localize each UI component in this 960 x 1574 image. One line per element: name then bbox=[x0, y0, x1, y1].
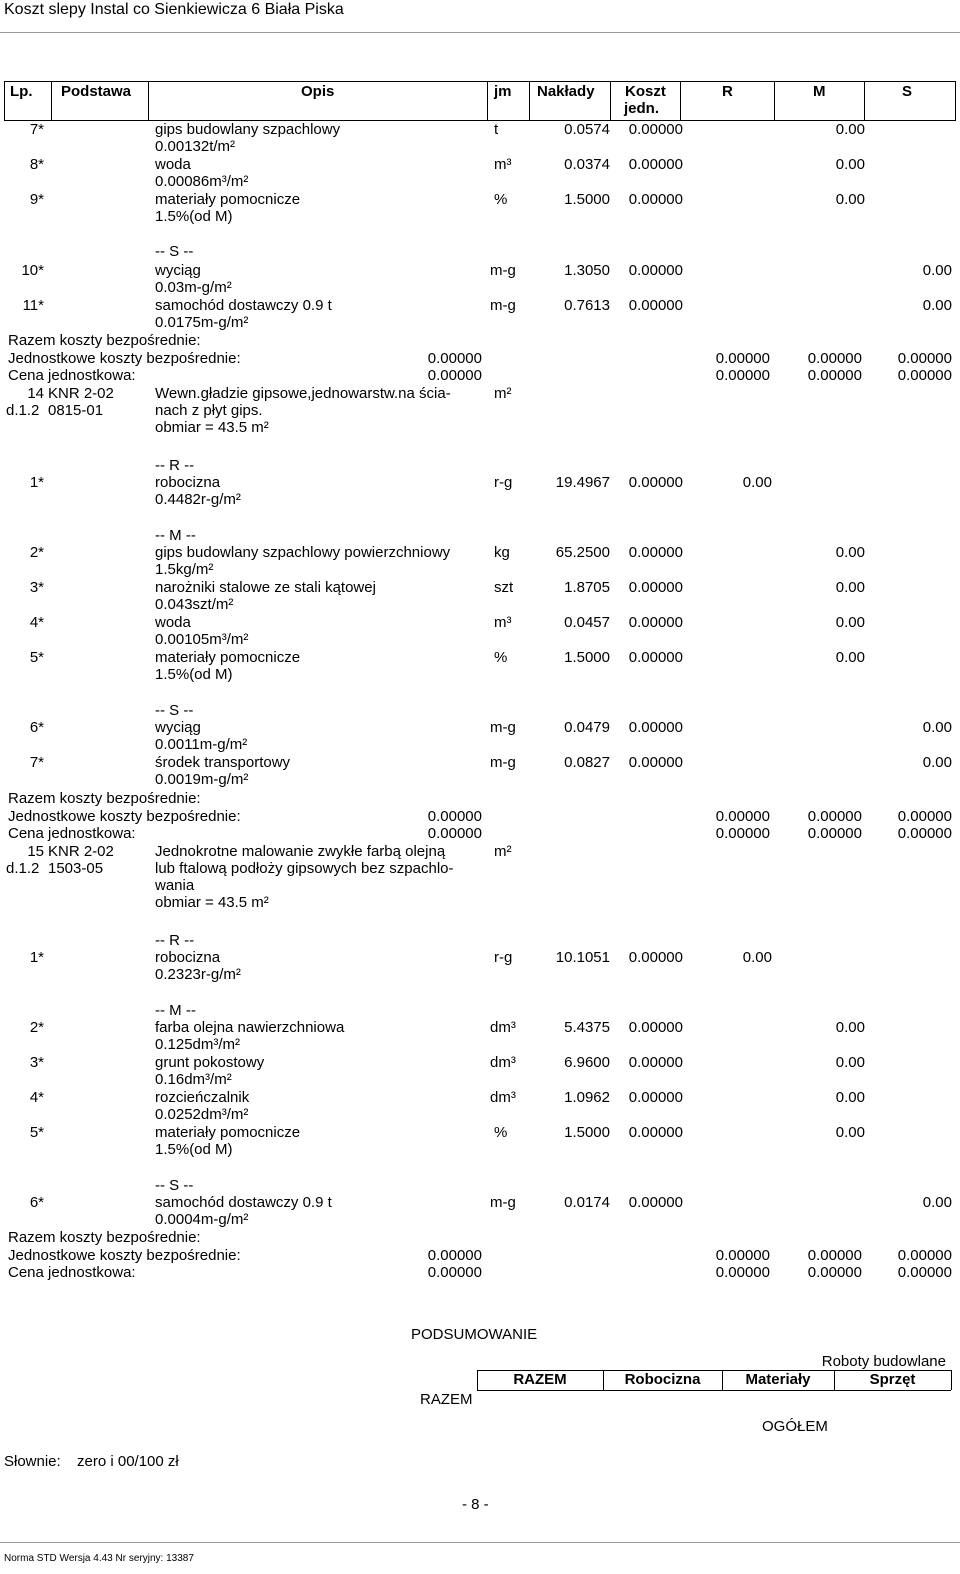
row-m-value: 0.00 bbox=[835, 544, 865, 561]
row-koszt: 0.00000 bbox=[628, 1194, 683, 1211]
position-podstawa-code: 0815-01 bbox=[48, 402, 104, 419]
row-lp: 6* bbox=[29, 1194, 44, 1211]
row-naklady: 1.5000 bbox=[564, 1124, 610, 1141]
header-divider bbox=[487, 81, 488, 120]
row-lp: 2* bbox=[29, 1019, 44, 1036]
row-r-value: 0.00 bbox=[742, 474, 772, 491]
row-norm: 0.03m-g/m² bbox=[155, 279, 232, 296]
row-s-value: 0.00 bbox=[922, 262, 952, 279]
cena-s: 0.00000 bbox=[897, 367, 952, 384]
s-marker: -- S -- bbox=[155, 243, 194, 260]
row-lp: 8* bbox=[29, 156, 44, 173]
row-naklady: 5.4375 bbox=[564, 1019, 610, 1036]
position-opis: wania bbox=[155, 877, 195, 894]
cena-r: 0.00000 bbox=[715, 1264, 770, 1281]
row-koszt: 0.00000 bbox=[628, 262, 683, 279]
row-m-value: 0.00 bbox=[835, 614, 865, 631]
row-lp: 2* bbox=[29, 544, 44, 561]
page-number: - 8 - bbox=[462, 1496, 489, 1513]
r-marker: -- R -- bbox=[155, 457, 195, 474]
row-opis: gips budowlany szpachlowy powierzchniowy bbox=[155, 544, 451, 561]
row-lp: 3* bbox=[29, 1054, 44, 1071]
row-norm: 1.5%(od M) bbox=[155, 666, 233, 683]
row-naklady: 0.0374 bbox=[564, 156, 610, 173]
col-opis: Opis bbox=[301, 83, 335, 100]
jedn-koszty-label: Jednostkowe koszty bezpośrednie: bbox=[8, 350, 241, 367]
row-norm: 0.0004m-g/m² bbox=[155, 1211, 249, 1228]
row-jm: t bbox=[494, 121, 499, 138]
row-jm: m-g bbox=[490, 754, 516, 771]
position-podstawa: KNR 2-02 bbox=[48, 385, 114, 402]
col-koszt-jedn: jedn. bbox=[624, 100, 660, 117]
row-koszt: 0.00000 bbox=[628, 191, 683, 208]
row-lp: 11* bbox=[22, 297, 44, 314]
row-norm: 0.00105m³/m² bbox=[155, 631, 249, 648]
row-lp: 1* bbox=[29, 949, 44, 966]
row-koszt: 0.00000 bbox=[628, 649, 683, 666]
row-s-value: 0.00 bbox=[922, 754, 952, 771]
cena-r: 0.00000 bbox=[715, 825, 770, 842]
summary-subtitle: Roboty budowlane bbox=[821, 1353, 946, 1370]
row-koszt: 0.00000 bbox=[628, 156, 683, 173]
col-s: S bbox=[902, 83, 913, 100]
position-jm: m² bbox=[494, 843, 512, 860]
footer-text: Norma STD Wersja 4.43 Nr seryjny: 13387 bbox=[4, 1553, 194, 1564]
header-divider bbox=[51, 81, 52, 120]
row-norm: 1.5%(od M) bbox=[155, 1141, 233, 1158]
row-opis: środek transportowy bbox=[155, 754, 291, 771]
row-naklady: 1.5000 bbox=[564, 649, 610, 666]
cena-jedn-label: Cena jednostkowa: bbox=[8, 1264, 136, 1281]
header-divider bbox=[680, 81, 681, 120]
position-number: 15 bbox=[27, 843, 44, 860]
cena-m: 0.00000 bbox=[807, 825, 862, 842]
row-koszt: 0.00000 bbox=[628, 719, 683, 736]
row-lp: 3* bbox=[29, 579, 44, 596]
row-lp: 6* bbox=[29, 719, 44, 736]
razem-koszty-label: Razem koszty bezpośrednie: bbox=[8, 1229, 201, 1246]
row-m-value: 0.00 bbox=[835, 1019, 865, 1036]
row-jm: dm³ bbox=[490, 1019, 516, 1036]
header-divider bbox=[4, 81, 5, 120]
col-koszt: Koszt bbox=[625, 83, 666, 100]
row-norm: 0.0011m-g/m² bbox=[155, 736, 248, 753]
jedn-s: 0.00000 bbox=[897, 808, 952, 825]
jedn-koszty-value: 0.00000 bbox=[427, 1247, 482, 1264]
row-opis: narożniki stalowe ze stali kątowej bbox=[155, 579, 376, 596]
jedn-koszty-value: 0.00000 bbox=[427, 808, 482, 825]
row-opis: robocizna bbox=[155, 949, 221, 966]
r-marker: -- R -- bbox=[155, 932, 195, 949]
position-jm: m² bbox=[494, 385, 512, 402]
col-jm: jm bbox=[494, 83, 512, 100]
row-jm: % bbox=[494, 191, 508, 208]
jedn-koszty-label: Jednostkowe koszty bezpośrednie: bbox=[8, 1247, 241, 1264]
row-koszt: 0.00000 bbox=[628, 614, 683, 631]
row-koszt: 0.00000 bbox=[628, 1089, 683, 1106]
row-opis: woda bbox=[155, 156, 191, 173]
row-opis: farba olejna nawierzchniowa bbox=[155, 1019, 345, 1036]
row-opis: grunt pokostowy bbox=[155, 1054, 265, 1071]
header-divider bbox=[610, 81, 611, 120]
row-naklady: 0.0574 bbox=[564, 121, 610, 138]
row-s-value: 0.00 bbox=[922, 719, 952, 736]
row-lp: 7* bbox=[29, 121, 44, 138]
row-jm: % bbox=[494, 1124, 508, 1141]
row-naklady: 6.9600 bbox=[564, 1054, 610, 1071]
row-koszt: 0.00000 bbox=[628, 1054, 683, 1071]
row-koszt: 0.00000 bbox=[628, 579, 683, 596]
row-naklady: 0.7613 bbox=[564, 297, 610, 314]
row-opis: samochód dostawczy 0.9 t bbox=[155, 1194, 332, 1211]
row-norm: 0.4482r-g/m² bbox=[155, 491, 241, 508]
summary-title: PODSUMOWANIE bbox=[411, 1326, 538, 1343]
jedn-m: 0.00000 bbox=[807, 808, 862, 825]
row-jm: r-g bbox=[494, 949, 513, 966]
summary-row-label: RAZEM bbox=[420, 1391, 473, 1408]
row-opis: rozcieńczalnik bbox=[155, 1089, 250, 1106]
row-jm: m³ bbox=[494, 156, 512, 173]
m-marker: -- M -- bbox=[155, 1002, 196, 1019]
position-opis: Wewn.gładzie gipsowe,jednowarstw.na ścia- bbox=[155, 385, 451, 402]
row-lp: 9* bbox=[29, 191, 44, 208]
s-marker: -- S -- bbox=[155, 702, 194, 719]
row-norm: 0.00086m³/m² bbox=[155, 173, 249, 190]
cena-jedn-value: 0.00000 bbox=[427, 825, 482, 842]
jedn-r: 0.00000 bbox=[715, 808, 770, 825]
row-jm: m-g bbox=[490, 297, 516, 314]
row-lp: 4* bbox=[29, 614, 44, 631]
slownie-value: zero i 00/100 zł bbox=[77, 1453, 179, 1470]
jedn-m: 0.00000 bbox=[807, 1247, 862, 1264]
row-norm: 0.0019m-g/m² bbox=[155, 771, 249, 788]
summary-col-robocizna: Robocizna bbox=[624, 1371, 701, 1388]
header-top-rule bbox=[4, 81, 956, 82]
cena-jedn-label: Cena jednostkowa: bbox=[8, 367, 136, 384]
row-opis: woda bbox=[155, 614, 191, 631]
row-r-value: 0.00 bbox=[742, 949, 772, 966]
col-m: M bbox=[813, 83, 826, 100]
summary-divider bbox=[951, 1370, 952, 1390]
m-marker: -- M -- bbox=[155, 527, 196, 544]
row-naklady: 10.1051 bbox=[555, 949, 610, 966]
row-norm: 0.00132t/m² bbox=[155, 138, 236, 155]
summary-col-materialy: Materiały bbox=[745, 1371, 811, 1388]
row-koszt: 0.00000 bbox=[628, 297, 683, 314]
jedn-koszty-label: Jednostkowe koszty bezpośrednie: bbox=[8, 808, 241, 825]
cena-jedn-value: 0.00000 bbox=[427, 1264, 482, 1281]
cena-m: 0.00000 bbox=[807, 367, 862, 384]
s-marker: -- S -- bbox=[155, 1177, 194, 1194]
razem-koszty-label: Razem koszty bezpośrednie: bbox=[8, 332, 201, 349]
row-norm: 0.2323r-g/m² bbox=[155, 966, 241, 983]
row-naklady: 0.0457 bbox=[564, 614, 610, 631]
cena-m: 0.00000 bbox=[807, 1264, 862, 1281]
jedn-s: 0.00000 bbox=[897, 350, 952, 367]
row-lp: 5* bbox=[29, 1124, 44, 1141]
row-opis: samochód dostawczy 0.9 t bbox=[155, 297, 332, 314]
row-norm: 0.125dm³/m² bbox=[155, 1036, 241, 1053]
row-koszt: 0.00000 bbox=[628, 544, 683, 561]
summary-col-sprzet: Sprzęt bbox=[869, 1371, 916, 1388]
col-lp: Lp. bbox=[10, 83, 33, 100]
row-opis: robocizna bbox=[155, 474, 221, 491]
row-s-value: 0.00 bbox=[922, 1194, 952, 1211]
razem-koszty-label: Razem koszty bezpośrednie: bbox=[8, 790, 201, 807]
header-divider bbox=[955, 81, 956, 120]
jedn-koszty-value: 0.00000 bbox=[427, 350, 482, 367]
header-divider bbox=[148, 81, 149, 120]
position-number: 14 bbox=[27, 385, 44, 402]
header-divider bbox=[774, 81, 775, 120]
row-jm: r-g bbox=[494, 474, 513, 491]
cena-s: 0.00000 bbox=[897, 825, 952, 842]
cena-r: 0.00000 bbox=[715, 367, 770, 384]
header-divider bbox=[529, 81, 530, 120]
header-divider bbox=[864, 81, 865, 120]
row-lp: 10* bbox=[21, 262, 44, 279]
jedn-r: 0.00000 bbox=[715, 1247, 770, 1264]
cena-jedn-label: Cena jednostkowa: bbox=[8, 825, 136, 842]
row-opis: gips budowlany szpachlowy bbox=[155, 121, 341, 138]
row-koszt: 0.00000 bbox=[628, 754, 683, 771]
position-podstawa-code: 1503-05 bbox=[48, 860, 104, 877]
row-norm: 0.043szt/m² bbox=[155, 596, 234, 613]
row-m-value: 0.00 bbox=[835, 156, 865, 173]
row-norm: 0.0252dm³/m² bbox=[155, 1106, 249, 1123]
summary-table-bottom bbox=[477, 1390, 951, 1391]
row-opis: materiały pomocnicze bbox=[155, 649, 301, 666]
col-r: R bbox=[722, 83, 733, 100]
row-koszt: 0.00000 bbox=[628, 1124, 683, 1141]
row-norm: 1.5%(od M) bbox=[155, 208, 233, 225]
row-lp: 1* bbox=[29, 474, 44, 491]
cena-jedn-value: 0.00000 bbox=[427, 367, 482, 384]
row-m-value: 0.00 bbox=[835, 579, 865, 596]
row-naklady: 0.0479 bbox=[564, 719, 610, 736]
col-podstawa: Podstawa bbox=[61, 83, 132, 100]
row-m-value: 0.00 bbox=[835, 121, 865, 138]
position-dnr: d.1.2 bbox=[6, 402, 40, 419]
position-opis: Jednokrotne malowanie zwykłe farbą olejną bbox=[155, 843, 446, 860]
row-jm: kg bbox=[494, 544, 510, 561]
row-jm: m³ bbox=[494, 614, 512, 631]
row-norm: 1.5kg/m² bbox=[155, 561, 214, 578]
position-dnr: d.1.2 bbox=[6, 860, 40, 877]
position-obmiar: obmiar = 43.5 m² bbox=[155, 894, 269, 911]
row-jm: m-g bbox=[490, 1194, 516, 1211]
position-opis: nach z płyt gips. bbox=[155, 402, 263, 419]
jedn-s: 0.00000 bbox=[897, 1247, 952, 1264]
row-jm: dm³ bbox=[490, 1054, 516, 1071]
row-opis: materiały pomocnicze bbox=[155, 1124, 301, 1141]
position-opis: lub ftalową podłoży gipsowych bez szpachlo- bbox=[155, 860, 454, 877]
row-opis: wyciąg bbox=[155, 262, 201, 279]
title-rule bbox=[0, 32, 960, 33]
row-jm: m-g bbox=[490, 719, 516, 736]
row-jm: dm³ bbox=[490, 1089, 516, 1106]
row-koszt: 0.00000 bbox=[628, 949, 683, 966]
row-lp: 5* bbox=[29, 649, 44, 666]
jedn-m: 0.00000 bbox=[807, 350, 862, 367]
row-naklady: 0.0827 bbox=[564, 754, 610, 771]
footer-rule bbox=[0, 1542, 960, 1543]
row-m-value: 0.00 bbox=[835, 1124, 865, 1141]
row-naklady: 1.0962 bbox=[564, 1089, 610, 1106]
summary-ogolem: OGÓŁEM bbox=[762, 1418, 828, 1435]
row-m-value: 0.00 bbox=[835, 1054, 865, 1071]
row-jm: szt bbox=[494, 579, 514, 596]
row-opis: wyciąg bbox=[155, 719, 201, 736]
row-naklady: 1.8705 bbox=[564, 579, 610, 596]
document-title: Koszt slepy Instal co Sienkiewicza 6 Biała Piska bbox=[4, 1, 344, 18]
row-m-value: 0.00 bbox=[835, 649, 865, 666]
row-m-value: 0.00 bbox=[835, 191, 865, 208]
row-koszt: 0.00000 bbox=[628, 121, 683, 138]
row-koszt: 0.00000 bbox=[628, 1019, 683, 1036]
row-lp: 7* bbox=[29, 754, 44, 771]
row-norm: 0.16dm³/m² bbox=[155, 1071, 232, 1088]
row-norm: 0.0175m-g/m² bbox=[155, 314, 249, 331]
row-naklady: 65.2500 bbox=[555, 544, 610, 561]
row-m-value: 0.00 bbox=[835, 1089, 865, 1106]
summary-col-razem: RAZEM bbox=[513, 1371, 567, 1388]
row-naklady: 19.4967 bbox=[555, 474, 610, 491]
row-naklady: 1.3050 bbox=[564, 262, 610, 279]
row-opis: materiały pomocnicze bbox=[155, 191, 301, 208]
cena-s: 0.00000 bbox=[897, 1264, 952, 1281]
row-lp: 4* bbox=[29, 1089, 44, 1106]
row-jm: % bbox=[494, 649, 508, 666]
row-s-value: 0.00 bbox=[922, 297, 952, 314]
row-naklady: 0.0174 bbox=[564, 1194, 610, 1211]
row-naklady: 1.5000 bbox=[564, 191, 610, 208]
slownie-label: Słownie: bbox=[4, 1453, 61, 1470]
row-koszt: 0.00000 bbox=[628, 474, 683, 491]
jedn-r: 0.00000 bbox=[715, 350, 770, 367]
row-jm: m-g bbox=[490, 262, 516, 279]
col-naklady: Nakłady bbox=[537, 83, 595, 100]
position-obmiar: obmiar = 43.5 m² bbox=[155, 419, 269, 436]
position-podstawa: KNR 2-02 bbox=[48, 843, 114, 860]
